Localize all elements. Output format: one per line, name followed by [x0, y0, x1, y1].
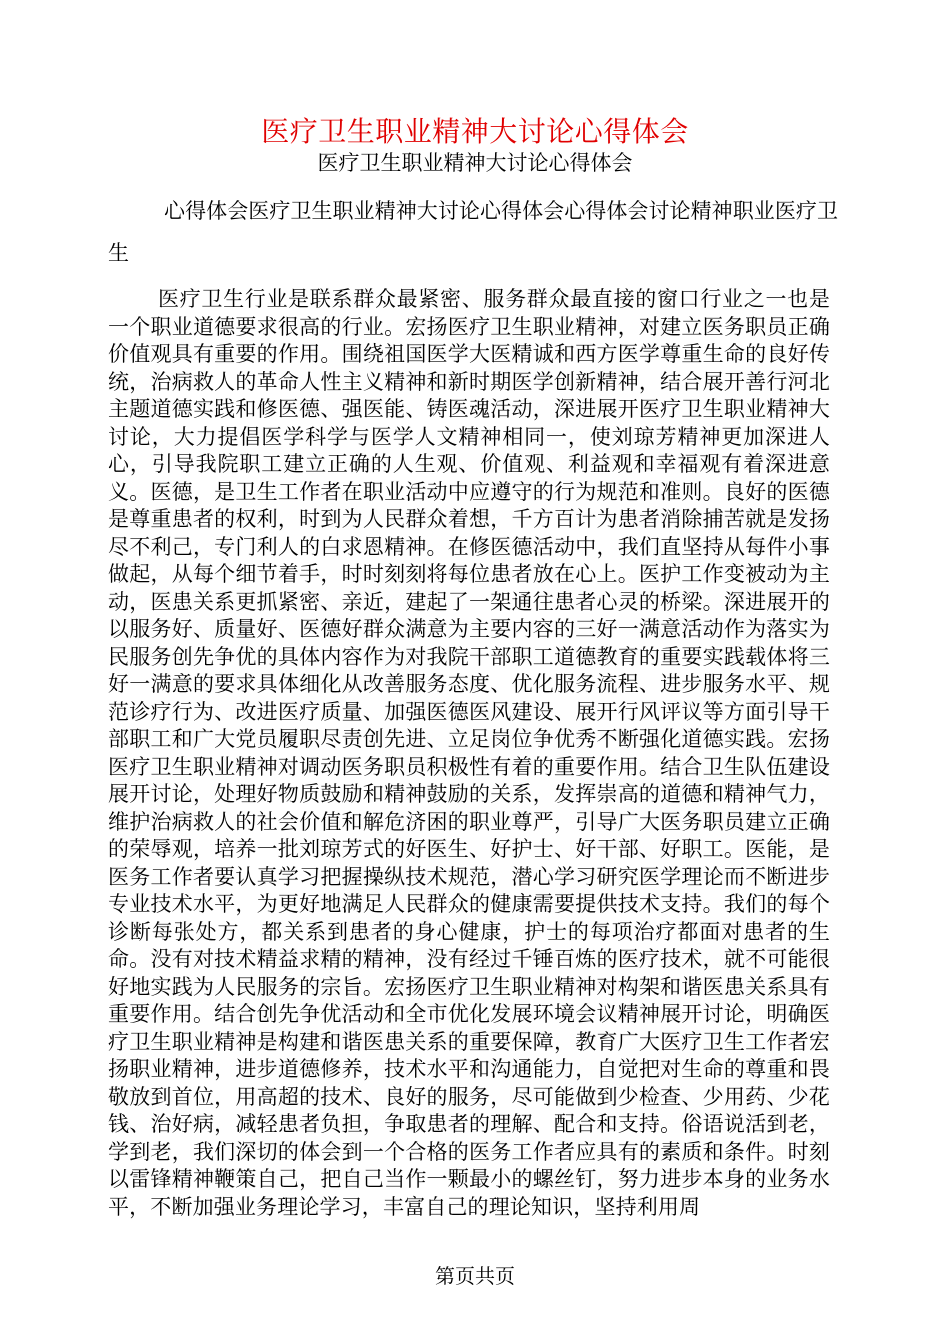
document-keywords: 心得体会医疗卫生职业精神大讨论心得体会心得体会讨论精神职业医疗卫生: [108, 199, 838, 265]
document-title: 医疗卫生职业精神大讨论心得体会: [261, 115, 689, 148]
document-body-paragraph: 医疗卫生行业是联系群众最紧密、服务群众最直接的窗口行业之一也是一个职业道德要求很高的行业。宏扬医疗卫生职业精神，对建立医务职员正确价值观具有重要的作用。围绕祖国医学大医精诚和西方医学尊重生命的良好传统，治病救人的革命人性主义精神和新时期医学创新精神，结合展开善行河北主题道德实践和修医德、强医能、铸医魂活动，深进展开医疗卫生职业精神大讨论，大力提倡医学科学与医学人文精神相同一，使刘琼芳精神更加深进人心，引导我院职工建立正确的人生观、价值观、利益观和幸福观有着深进意义。医德，是卫生工作者在职业活动中应遵守的行为规范和准则。良好的医德是尊重患者的权利，时到为人民群众着想，千方百计为患者消除捕苦就是发扬尽不利己，专门利人的白求恩精神。在修医德活动中，我们直坚持从每件小事做起，从每个细节着手，时时刻刻将每位患者放在心上。医护工作变被动为主动，医患关系更抓紧密、亲近，建起了一架通往患者心灵的桥梁。深进展开的以服务好、质量好、医德好群众满意为主要内容的三好一满意活动作为落实为民服务创先争优的具体内容作为对我院干部职工道德教育的重要实践载体将三好一满意的要求具体细化从改善服务态度、优化服务流程、进步服务水平、规范诊疗行为、改进医疗质量、加强医德医风建设、展开行风评议等方面引导干部职工和广大党员履职尽责创先进、立足岗位争优秀不断强化道德实践。宏扬医疗卫生职业精神对调动医务职员积极性有着的重要作用。结合卫生队伍建设展开讨论，处理好物质鼓励和精神鼓励的关系，发挥崇高的道德和精神气力，维护治病救人的社会价值和解危济困的职业尊严，引导广大医务职员建立正确的荣辱观，培养一批刘琼芳式的好医生、好护士、好干部、好职工。医能，是医务工作者要认真学习把握操纵技术规范，潜心学习研究医学理论而不断进步专业技术水平，为更好地满足人民群众的健康需要提供技术支持。我们的每个诊断每张处方，都关系到患者的身心健康，护士的每项治疗都面对患者的生命。没有对技术精益求精的精神，没有经过千锤百炼的医疗技术，就不可能很好地实践为人民服务的宗旨。宏扬医疗卫生职业精神对构架和谐医患关系具有重要作用。结合创先争优活动和全市优化发展环境会议精神展开讨论，明确医疗卫生职业精神是构建和谐医患关系的重要保障，教育广大医疗卫生工作者宏扬职业精神，进步道德修养，技术水平和沟通能力，自觉把对生命的尊重和畏敬放到首位，用高超的技术、良好的服务，尽可能做到少检查、少用药、少花钱、治好病，减轻患者负担，争取患者的理解、配合和支持。俗语说活到老，学到老，我们深切的体会到一个合格的医务工作者应具有的素质和条件。时刻以雷锋精神鞭策自己，把自己当作一颗最小的螺丝钉，努力进步本身的业务水平，不断加强业务理论学习，丰富自己的理论知识，坚持利用周: [108, 287, 830, 1219]
page-footer: 第页共页: [435, 1264, 515, 1288]
document-subtitle: 医疗卫生职业精神大讨论心得体会: [317, 151, 633, 175]
